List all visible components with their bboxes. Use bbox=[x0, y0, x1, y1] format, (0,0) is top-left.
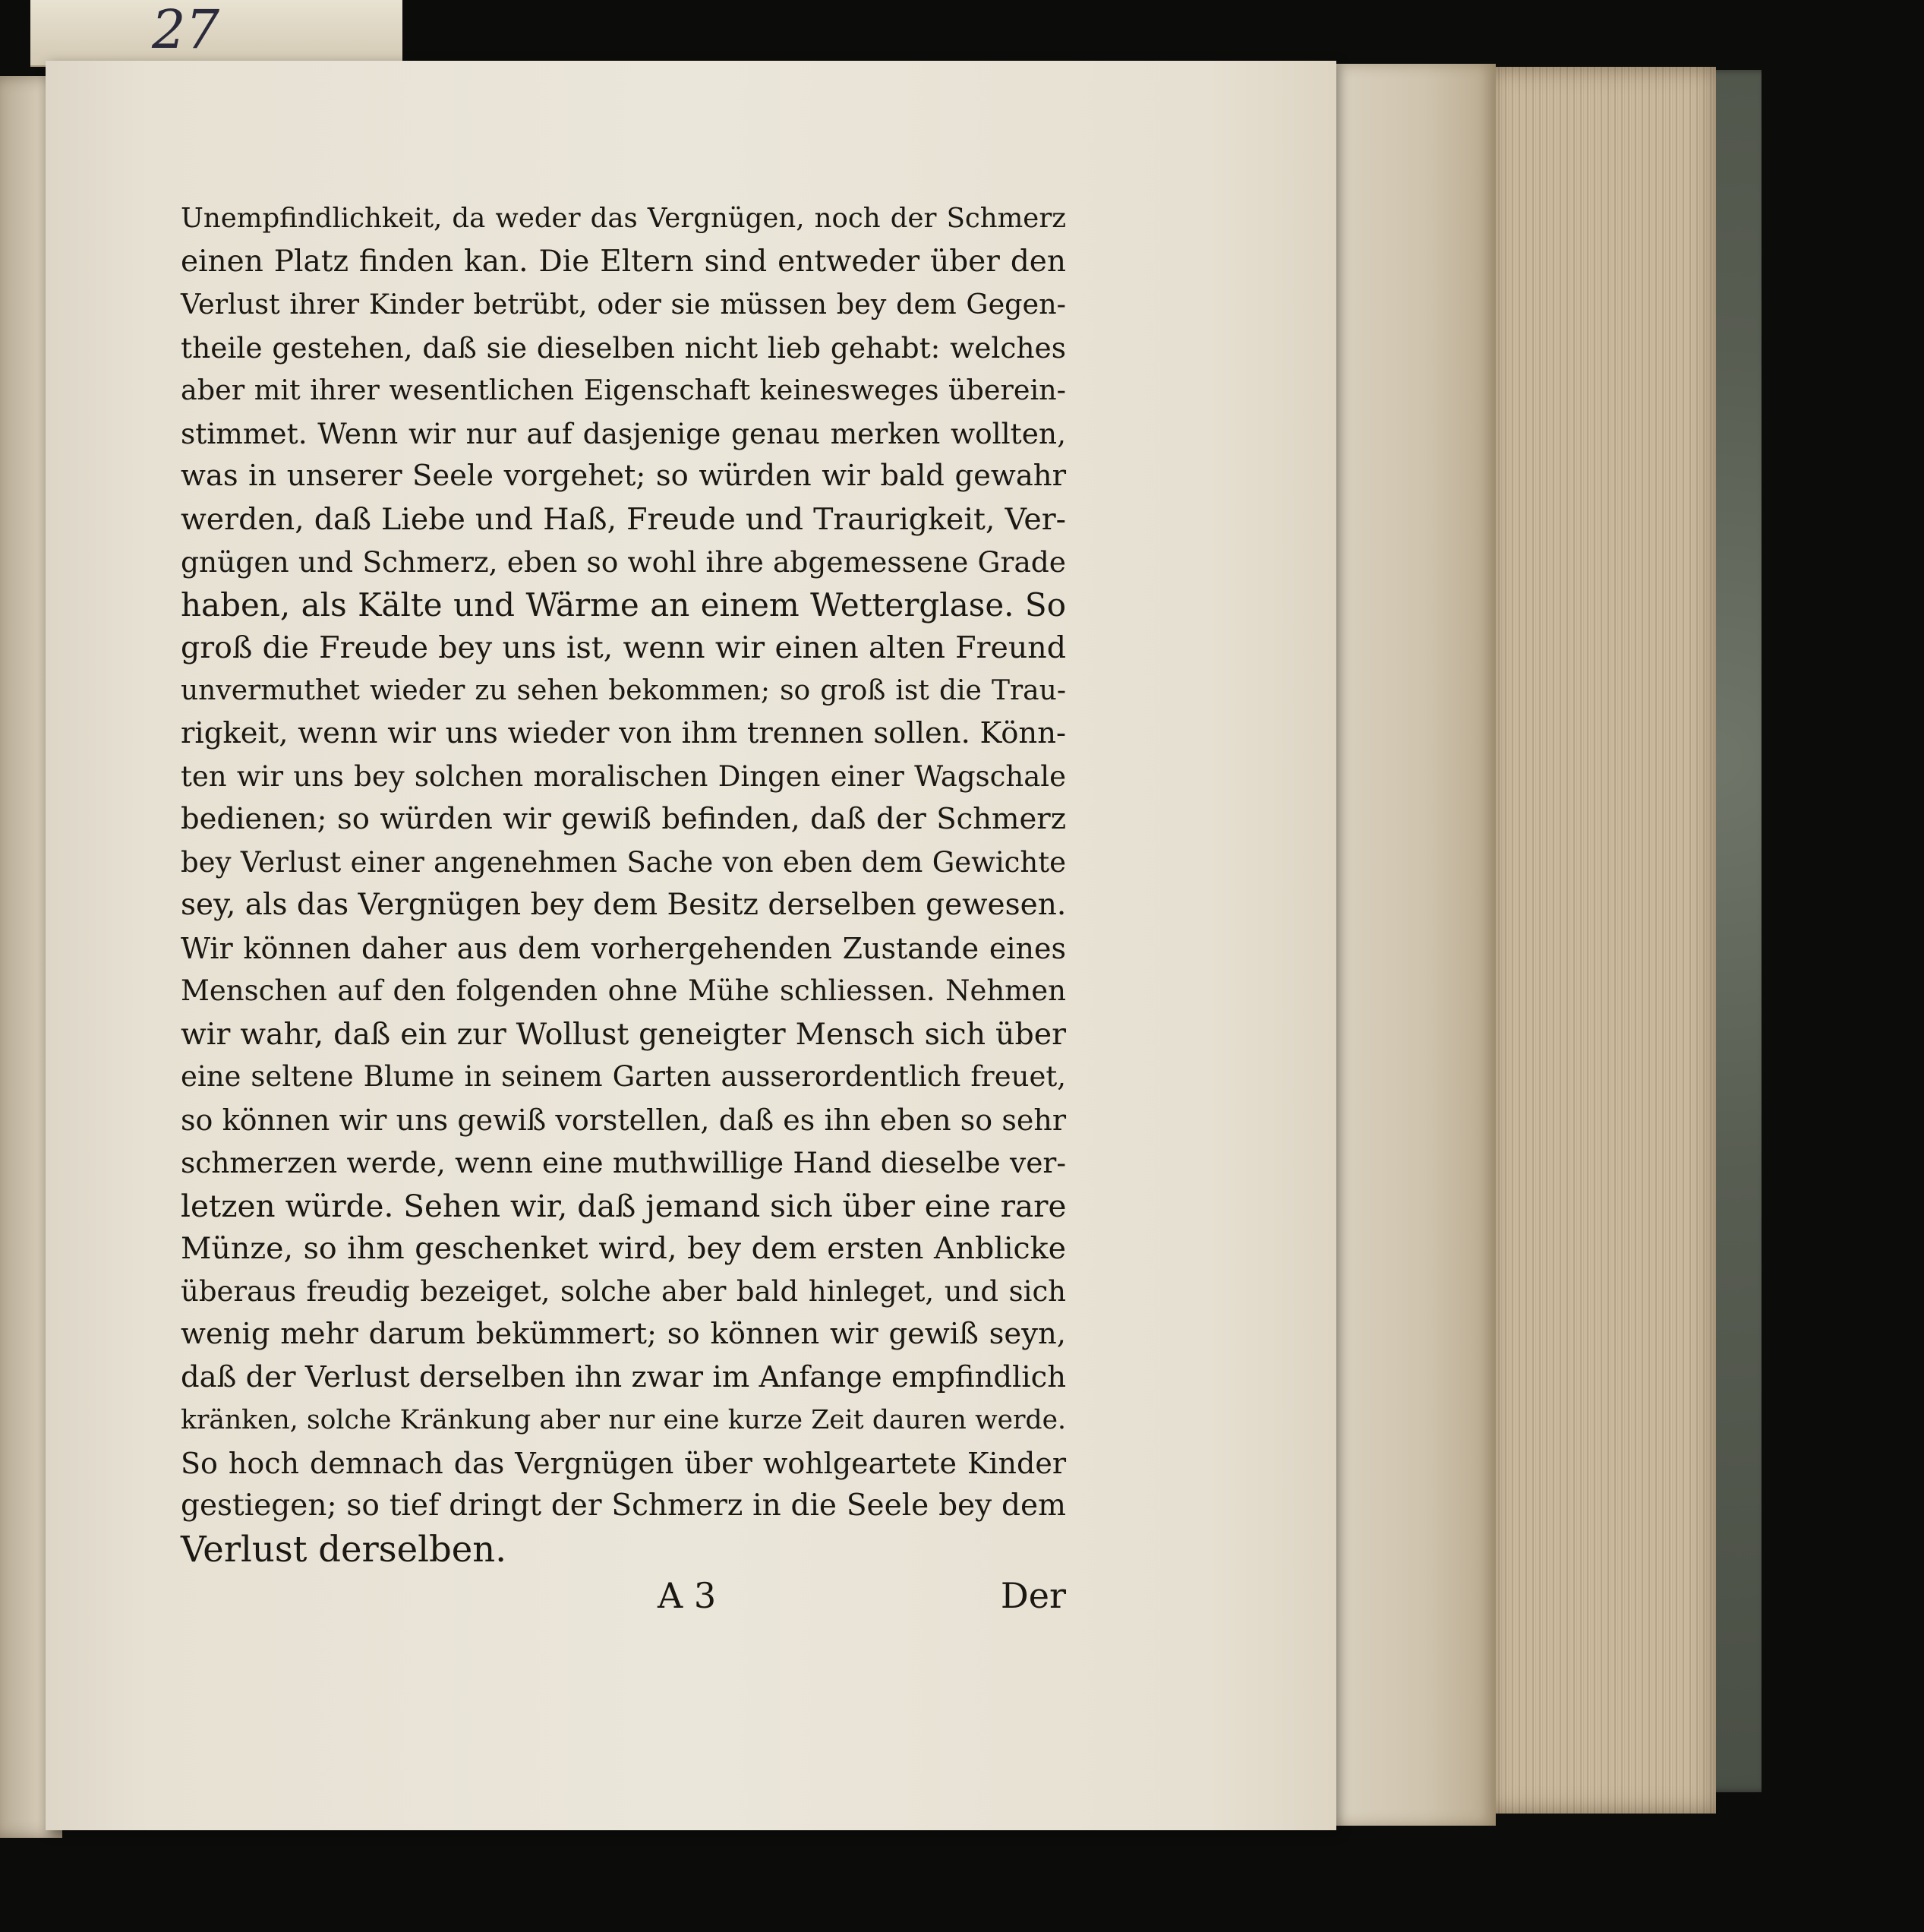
page-fore-edge bbox=[1488, 67, 1716, 1814]
text-line: letzen würde. Sehen wir, daß jemand sich über eine rare bbox=[181, 1187, 1067, 1224]
text-line: stimmet. Wenn wir nur auf dasjenige genau merken wollten, bbox=[181, 416, 1066, 450]
catchword: Der bbox=[1000, 1575, 1066, 1616]
text-line: einen Platz finden kan. Die Eltern sind entweder über den bbox=[181, 244, 1066, 279]
text-line: haben, als Kälte und Wärme an einem Wetterglase. So bbox=[181, 586, 1066, 623]
opposite-page bbox=[1336, 64, 1496, 1826]
page-footer bbox=[181, 1575, 1066, 1628]
text-line: überaus freudig bezeiget, solche aber bald hinleget, und sich bbox=[181, 1274, 1066, 1308]
text-line: Verlust derselben. bbox=[181, 1528, 506, 1570]
text-line: Verlust ihrer Kinder betrübt, oder sie müssen bey dem Gegen- bbox=[181, 288, 1066, 320]
text-line: Wir können daher aus dem vorhergehenden Zustande eines bbox=[181, 931, 1066, 965]
text-line: eine seltene Blume in seinem Garten ausserordentlich freuet, bbox=[181, 1060, 1066, 1093]
text-line: unvermuthet wieder zu sehen bekommen; so groß ist die Trau- bbox=[181, 674, 1066, 706]
body-text bbox=[181, 197, 1066, 1571]
text-line: gnügen und Schmerz, eben so wohl ihre abgemessene Grade bbox=[181, 545, 1066, 579]
text-line: Münze, so ihm geschenket wird, bey dem ersten Anblicke bbox=[181, 1231, 1066, 1266]
library-label bbox=[30, 0, 402, 67]
margin-mark: 27 bbox=[152, 0, 220, 61]
text-line: wenig mehr darum bekümmert; so können wir gewiß seyn, bbox=[181, 1317, 1066, 1351]
text-line: bey Verlust einer angenehmen Sache von eben dem Gewichte bbox=[181, 845, 1066, 879]
text-line: so können wir uns gewiß vorstellen, daß es ihn eben so sehr bbox=[181, 1103, 1066, 1137]
text-line: was in unserer Seele vorgehet; so würden wir bald gewahr bbox=[181, 459, 1066, 493]
text-line: Menschen auf den folgenden ohne Mühe schliessen. Nehmen bbox=[181, 974, 1066, 1007]
text-line: groß die Freude bey uns ist, wenn wir einen alten Freund bbox=[181, 630, 1066, 665]
text-line: sey, als das Vergnügen bey dem Besitz derselben gewesen. bbox=[181, 888, 1067, 922]
text-line: Unempfindlichkeit, da weder das Vergnügen, noch der Schmerz bbox=[181, 203, 1066, 234]
text-line: werden, daß Liebe und Haß, Freude und Traurigkeit, Ver- bbox=[181, 501, 1066, 537]
text-line: rigkeit, wenn wir uns wieder von ihm trennen sollen. Könn- bbox=[181, 716, 1066, 750]
text-line: wir wahr, daß ein zur Wollust geneigter Mensch sich über bbox=[181, 1016, 1066, 1052]
text-line: kränken, solche Kränkung aber nur eine kurze Zeit dauren werde. bbox=[181, 1405, 1066, 1435]
signature-mark: A 3 bbox=[658, 1575, 717, 1616]
text-line: gestiegen; so tief dringt der Schmerz in die Seele bey dem bbox=[181, 1488, 1066, 1523]
text-line: aber mit ihrer wesentlichen Eigenschaft keinesweges überein- bbox=[181, 374, 1066, 406]
text-line: ten wir uns bey solchen moralischen Dingen einer Wagschale bbox=[181, 759, 1066, 793]
text-line: schmerzen werde, wenn eine muthwillige Hand dieselbe ver- bbox=[181, 1146, 1066, 1179]
text-line: theile gestehen, daß sie dieselben nicht lieb gehabt: welches bbox=[181, 330, 1066, 365]
text-line: So hoch demnach das Vergnügen über wohlgeartete Kinder bbox=[181, 1446, 1066, 1480]
text-line: bedienen; so würden wir gewiß befinden, daß der Schmerz bbox=[181, 802, 1066, 836]
text-line: daß der Verlust derselben ihn zwar im Anfange empfindlich bbox=[181, 1359, 1066, 1394]
